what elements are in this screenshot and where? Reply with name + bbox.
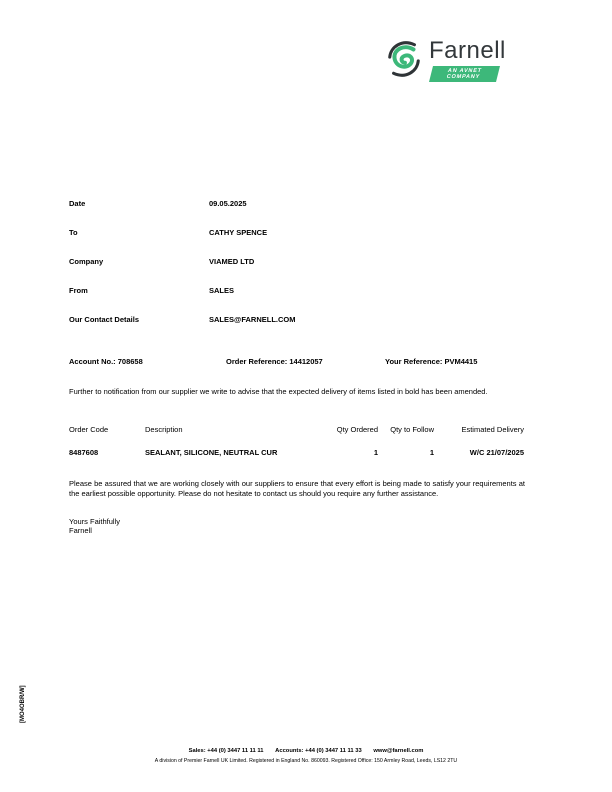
footer-website: www@farnell.com xyxy=(373,748,424,754)
avnet-company-badge: AN AVNET COMPANY xyxy=(429,66,500,82)
field-value: SALES@FARNELL.COM xyxy=(209,315,296,324)
field-label: From xyxy=(69,286,88,295)
your-reference: Your Reference: PVM4415 xyxy=(385,357,478,366)
field-row-date xyxy=(69,199,524,228)
farnell-swirl-icon xyxy=(385,40,423,78)
closing-text: Yours Faithfully xyxy=(69,517,120,526)
signature-text: Farnell xyxy=(69,526,92,536)
field-row-to xyxy=(69,228,524,257)
header-qty-to-follow: Qty to Follow xyxy=(390,425,434,434)
vertical-print-code: [MO4OBR/W] xyxy=(20,685,26,723)
footer-contact-line xyxy=(54,748,558,754)
field-label: Our Contact Details xyxy=(69,315,140,324)
closing-block xyxy=(69,517,120,535)
table-row xyxy=(69,448,525,460)
header-order-code: Order Code xyxy=(69,425,109,434)
field-value: 09.05.2025 xyxy=(209,199,247,208)
header-qty-ordered: Qty Ordered xyxy=(336,425,378,434)
order-reference: Order Reference: 14412057 xyxy=(226,357,323,366)
field-value: SALES xyxy=(209,286,235,295)
footer-accounts-phone: Accounts: +44 (0) 3447 11 11 33 xyxy=(275,748,362,754)
footer-legal-line: A division of Premier Farnell UK Limited. Registered in England No. 860093. Registered Office: 150 Armley Road, Leeds, LS12 2TU xyxy=(154,758,458,764)
header-estimated-delivery: Estimated Delivery xyxy=(461,425,524,434)
letter-fields xyxy=(69,199,524,344)
account-number: Account No.: 708658 xyxy=(69,357,143,366)
references-line xyxy=(69,357,524,369)
field-label: Date xyxy=(69,199,86,208)
field-row-contact xyxy=(69,315,524,344)
cell-estimated-delivery: W/C 21/07/2025 xyxy=(469,448,524,457)
cell-description: SEALANT, SILICONE, NEUTRAL CUR xyxy=(145,448,278,457)
field-value: VIAMED LTD xyxy=(209,257,255,266)
cell-order-code: 8487608 xyxy=(69,448,99,457)
footer-sales-phone: Sales: +44 (0) 3447 11 11 11 xyxy=(188,748,264,754)
assurance-paragraph: Please be assured that we are working closely with our suppliers to ensure that every effort is being made to satisfy your requirements at the earliest possible opportunity. Please do not hesitate to contact us should you require any further assistance. xyxy=(69,479,525,498)
brand-block xyxy=(429,38,506,82)
items-table xyxy=(69,425,525,460)
table-header-row xyxy=(69,425,525,437)
field-value: CATHY SPENCE xyxy=(209,228,268,237)
field-label: To xyxy=(69,228,78,237)
cell-qty-to-follow: 1 xyxy=(429,448,434,457)
cell-qty-ordered: 1 xyxy=(373,448,378,457)
farnell-logo xyxy=(385,38,506,82)
brand-wordmark: Farnell xyxy=(429,37,506,64)
field-row-from xyxy=(69,286,524,315)
page-footer xyxy=(54,748,558,764)
field-label: Company xyxy=(69,257,104,266)
field-row-company xyxy=(69,257,524,286)
header-description: Description xyxy=(145,425,183,434)
intro-paragraph: Further to notification from our supplier we write to advise that the expected delivery of items listed in bold has been amended. xyxy=(69,387,488,396)
